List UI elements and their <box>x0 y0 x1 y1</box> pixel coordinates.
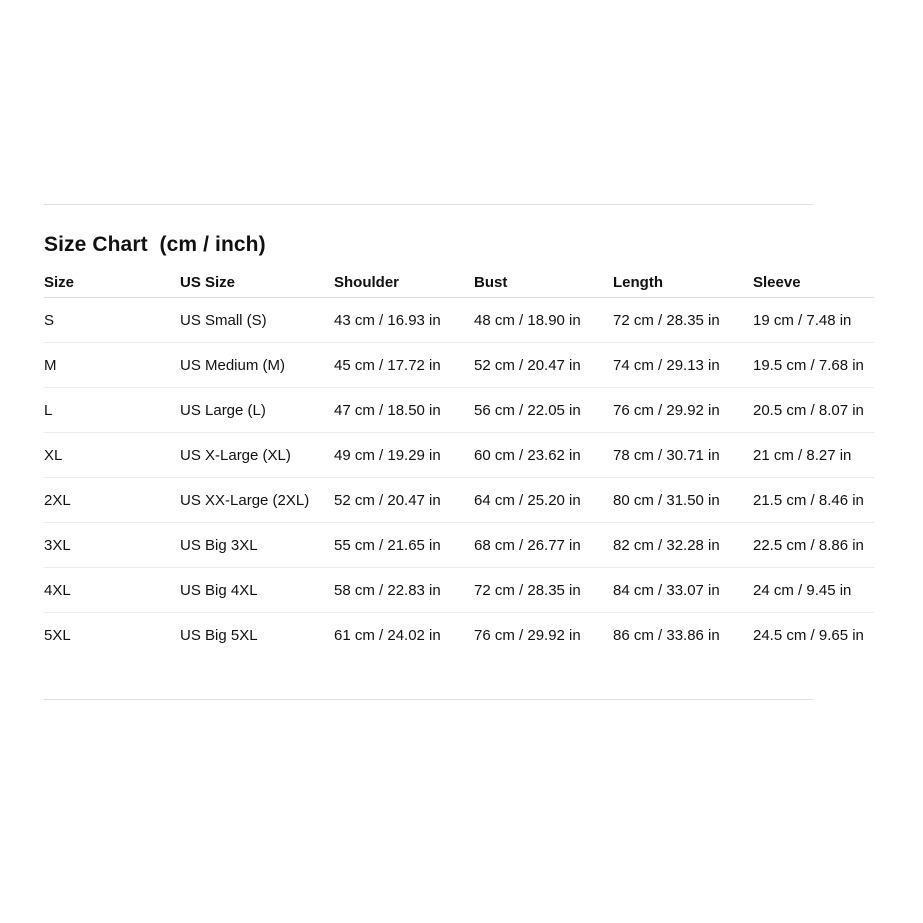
cell-length: 80 cm / 31.50 in <box>613 478 753 523</box>
size-chart-table <box>44 267 874 657</box>
cell-length: 76 cm / 29.92 in <box>613 388 753 433</box>
cell-us-size: US Big 4XL <box>180 568 334 613</box>
table-row <box>44 613 874 658</box>
cell-us-size: US Big 3XL <box>180 523 334 568</box>
cell-size: 2XL <box>44 478 180 523</box>
table-row <box>44 343 874 388</box>
cell-shoulder: 55 cm / 21.65 in <box>334 523 474 568</box>
cell-bust: 56 cm / 22.05 in <box>474 388 613 433</box>
cell-length: 84 cm / 33.07 in <box>613 568 753 613</box>
column-header-us-size: US Size <box>180 267 334 298</box>
cell-us-size: US Small (S) <box>180 298 334 343</box>
cell-bust: 76 cm / 29.92 in <box>474 626 581 644</box>
table-row <box>44 298 874 343</box>
table-row <box>44 433 874 478</box>
cell-sleeve: 21 cm / 8.27 in <box>753 433 874 478</box>
cell-bust: 48 cm / 18.90 in <box>474 298 613 343</box>
cell-shoulder: 58 cm / 22.83 in <box>334 568 474 613</box>
cell-sleeve: 24 cm / 9.45 in <box>753 568 874 613</box>
cell-length: 74 cm / 29.13 in <box>613 343 753 388</box>
top-divider <box>44 204 813 205</box>
cell-length: 78 cm / 30.71 in <box>613 433 753 478</box>
cell-sleeve: 19 cm / 7.48 in <box>753 298 874 343</box>
cell-shoulder: 43 cm / 16.93 in <box>334 298 474 343</box>
cell-size: XL <box>44 433 180 478</box>
cell-us-size: US Big 5XL <box>180 626 258 644</box>
column-header-bust: Bust <box>474 267 613 298</box>
cell-size: 5XL <box>44 626 71 644</box>
cell-us-size: US Large (L) <box>180 388 334 433</box>
cell-length: 86 cm / 33.86 in <box>613 626 720 644</box>
cell-size: 3XL <box>44 523 180 568</box>
cell-shoulder: 61 cm / 24.02 in <box>334 626 441 644</box>
column-header-length: Length <box>613 267 753 298</box>
column-header-shoulder: Shoulder <box>334 267 474 298</box>
cell-length: 72 cm / 28.35 in <box>613 298 753 343</box>
column-header-sleeve: Sleeve <box>753 267 874 298</box>
cell-bust: 52 cm / 20.47 in <box>474 343 613 388</box>
cell-sleeve: 24.5 cm / 9.65 in <box>753 626 864 644</box>
cell-size: M <box>44 343 180 388</box>
cell-us-size: US XX-Large (2XL) <box>180 478 334 523</box>
cell-length: 82 cm / 32.28 in <box>613 523 753 568</box>
cell-shoulder: 47 cm / 18.50 in <box>334 388 474 433</box>
cell-bust: 60 cm / 23.62 in <box>474 433 613 478</box>
cell-bust: 64 cm / 25.20 in <box>474 478 613 523</box>
table-row <box>44 523 874 568</box>
cell-us-size: US Medium (M) <box>180 343 334 388</box>
cell-bust: 72 cm / 28.35 in <box>474 568 613 613</box>
bottom-divider <box>44 699 813 700</box>
cell-sleeve: 20.5 cm / 8.07 in <box>753 388 874 433</box>
table-header-row <box>44 267 874 298</box>
table-row <box>44 388 874 433</box>
cell-shoulder: 49 cm / 19.29 in <box>334 433 474 478</box>
table-row <box>44 568 874 613</box>
cell-size: S <box>44 298 180 343</box>
cell-us-size: US X-Large (XL) <box>180 433 334 478</box>
cell-shoulder: 52 cm / 20.47 in <box>334 478 474 523</box>
page-title: Size Chart (cm / inch) <box>44 233 266 256</box>
cell-sleeve: 22.5 cm / 8.86 in <box>753 523 874 568</box>
cell-sleeve: 19.5 cm / 7.68 in <box>753 343 874 388</box>
cell-size: 4XL <box>44 568 180 613</box>
cell-sleeve: 21.5 cm / 8.46 in <box>753 478 874 523</box>
column-header-size: Size <box>44 267 180 298</box>
table-row <box>44 478 874 523</box>
cell-shoulder: 45 cm / 17.72 in <box>334 343 474 388</box>
cell-bust: 68 cm / 26.77 in <box>474 523 613 568</box>
cell-size: L <box>44 388 180 433</box>
